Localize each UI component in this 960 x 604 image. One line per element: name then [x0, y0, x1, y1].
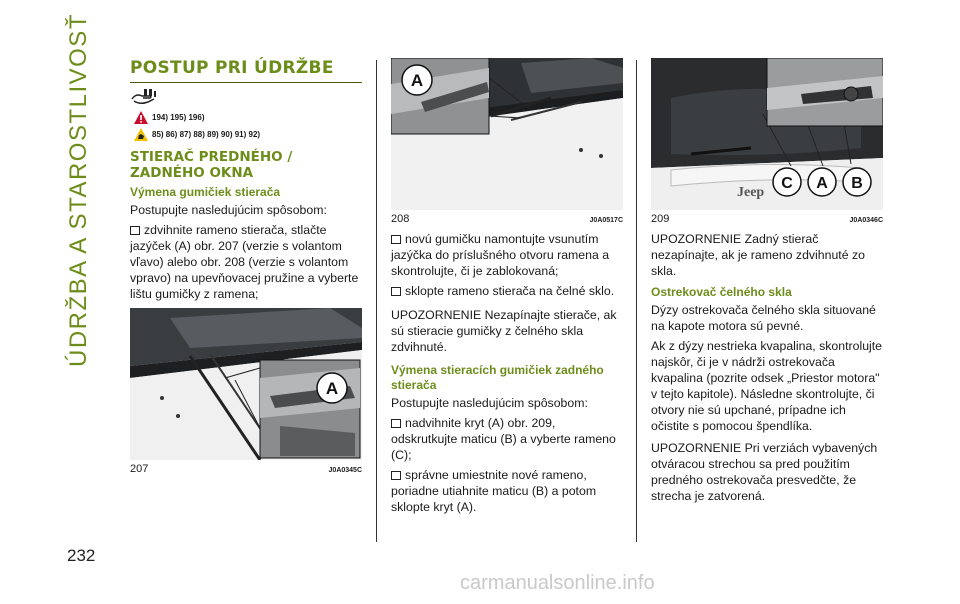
figure-number: 207 — [130, 463, 149, 475]
paragraph: Dýzy ostrekovača čelného skla situované na kapote motora sú pevné. — [651, 303, 876, 333]
intro-text: Postupujte nasledujúcim spôsobom: — [391, 396, 588, 410]
warning-refs — [130, 111, 362, 124]
step-text: novú gumičku namontujte vsunutím jazýčka do príslušného otvoru ramena a skontrolujte, či je zablokovaná; — [391, 232, 610, 278]
note-text: UPOZORNENIE Pri verziách vybavených otváracou strechou sa pred použitím predného ostrekovača presvedčte, že strecha je zatvorená. — [651, 441, 878, 503]
caution-hand-icon — [130, 128, 152, 141]
figure-code: J0A0346C — [849, 217, 883, 224]
maintenance-hand-icon — [130, 87, 362, 107]
svg-text:Jeep: Jeep — [737, 185, 765, 200]
subsection-title: Ostrekovač čelného skla — [651, 285, 792, 299]
step-text: nadvihnite kryt (A) obr. 209, odskrutkujte maticu (B) a vyberte rameno (C); — [391, 416, 616, 462]
step-text: správne umiestnite nové rameno, poriadne utiahnite maticu (B) a potom sklopte kryt (A). — [391, 468, 597, 514]
step-item — [391, 467, 623, 515]
figure-209-caption — [651, 213, 883, 225]
figure-208-caption — [391, 213, 623, 225]
step-item — [391, 415, 623, 463]
column-1 — [130, 58, 362, 481]
watermark: carmanualsonline.info — [460, 572, 655, 594]
side-chapter-title-text: ÚDRŽBA A STAROSTLIVOSŤ — [65, 13, 92, 367]
side-chapter-title — [57, 13, 101, 367]
subsection-title: Výmena gumičiek stierača — [130, 185, 281, 199]
note-text: UPOZORNENIE Zadný stierač nezapínajte, ak je rameno zdvihnuté zo skla. — [651, 232, 865, 278]
subsection-title: Výmena stieracích gumičiek zadného stierača — [391, 363, 604, 392]
caution-refs-text: 85) 86) 87) 88) 89) 90) 91) 92) — [152, 130, 261, 139]
step-text: sklopte rameno stierača na čelné sklo. — [405, 284, 615, 298]
warning-refs-text: 194) 195) 196) — [152, 113, 205, 122]
note-text: UPOZORNENIE Nezapínajte stierače, ak sú stieracie gumičky z čelného skla zdvihnuté. — [391, 308, 617, 354]
figure-209-label-a: A — [816, 175, 828, 192]
bullet-square-icon — [130, 226, 140, 235]
figure-209-label-c: C — [781, 175, 793, 192]
figure-207 — [130, 308, 362, 460]
bullet-square-icon — [391, 419, 401, 428]
section-title: STIERAČ PREDNÉHO / ZADNÉHO OKNA — [130, 149, 293, 181]
column-divider — [636, 60, 637, 542]
figure-209-image — [651, 58, 883, 210]
figure-208 — [391, 58, 623, 210]
figure-number: 208 — [391, 213, 410, 225]
figure-number: 209 — [651, 213, 670, 225]
column-2 — [391, 58, 623, 519]
main-title: POSTUP PRI ÚDRŽBE — [130, 58, 362, 83]
figure-207-image — [130, 308, 362, 460]
figure-code: J0A0517C — [589, 217, 623, 224]
warning-triangle-icon — [130, 111, 152, 124]
figure-207-caption — [130, 463, 362, 475]
paragraph: Ak z dýzy nestrieka kvapalina, skontrolujte najskôr, či je v nádrži ostrekovača kvapalina (pozrite odsek „Priestor motora" v tejto kapitole). Následne skontrolujte, či otvory nie sú upchané, prípadne ich očistite s pomocou špendlíka. — [651, 339, 883, 433]
step-text: zdvihnite rameno stierača, stlačte jazýček (A) obr. 207 (verzie s volantom vľavo) alebo obr. 208 (verzie s volantom vpravo) na upevňovacej pružine a vyberte lištu gumičky z ramena; — [130, 223, 359, 301]
column-3 — [651, 58, 883, 508]
figure-209 — [651, 58, 883, 210]
caution-refs — [130, 128, 362, 141]
bullet-square-icon — [391, 287, 401, 296]
step-item — [130, 222, 362, 302]
step-item — [391, 283, 623, 299]
page-number: 232 — [67, 546, 96, 565]
intro-text: Postupujte nasledujúcim spôsobom: — [130, 203, 327, 217]
figure-209-label-b: B — [851, 175, 863, 192]
step-item — [391, 231, 623, 279]
figure-207-label-a: A — [325, 379, 339, 398]
column-divider — [376, 60, 377, 542]
bullet-square-icon — [391, 471, 401, 480]
figure-208-label-a: A — [410, 71, 424, 90]
bullet-square-icon — [391, 235, 401, 244]
figure-code: J0A0345C — [328, 467, 362, 474]
figure-208-image — [391, 58, 623, 210]
